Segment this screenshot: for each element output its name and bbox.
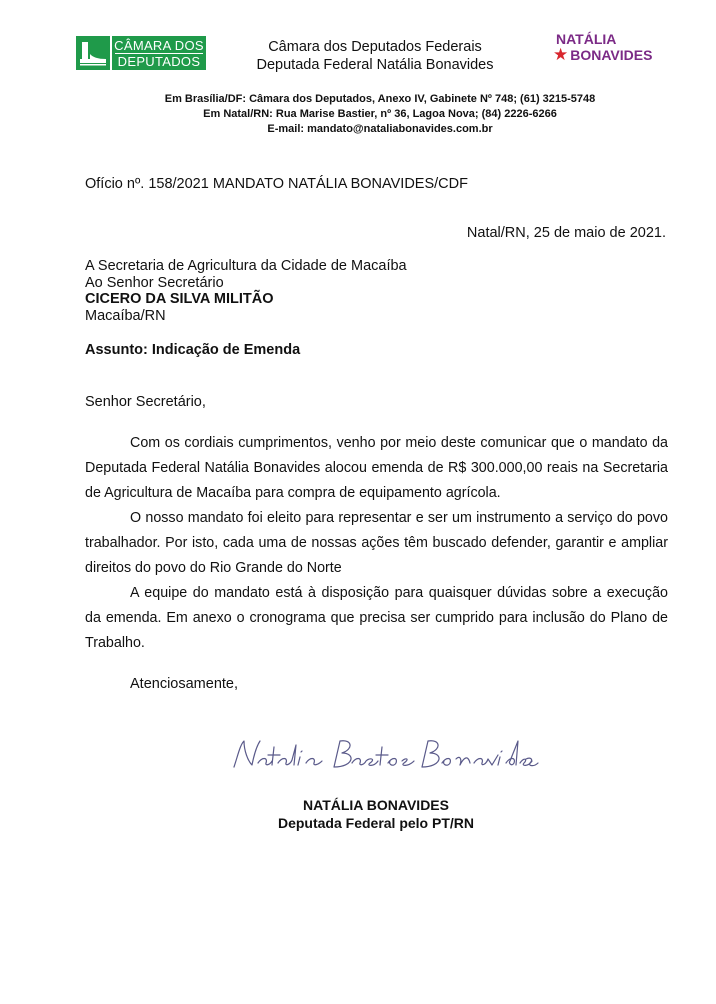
camara-emblem-icon [76,36,110,70]
address-brasilia: Em Brasília/DF: Câmara dos Deputados, Anexo IV, Gabinete Nº 748; (61) 3215-5748 [164,93,596,105]
body-paragraph-3: A equipe do mandato está à disposição para quaisquer dúvidas sobre a execução da emenda. Em anexo o cronograma que precisa ser cumprido para inclusão do Plano de Trabalho. [85,585,668,651]
recipient-block [85,258,407,324]
contact-address [130,92,630,137]
recipient-line2: Ao Senhor Secretário [85,274,224,291]
recipient-line1: A Secretaria de Agricultura da Cidade de Macaíba [85,258,407,274]
letter-date: Natal/RN, 25 de maio de 2021. [466,225,666,241]
signer-name: NATÁLIA BONAVIDES [303,797,449,813]
signer-block [236,796,516,832]
recipient-city: Macaíba/RN [85,307,166,324]
camara-logo-line2: DEPUTADOS [115,53,203,69]
natalia-logo-row [553,47,663,63]
natalia-logo-line1: NATÁLIA [556,31,617,47]
natalia-logo-line2: BONAVIDES [570,47,653,63]
letter-body [85,431,668,656]
letter-salutation: Senhor Secretário, [85,394,206,410]
letter-subject: Assunto: Indicação de Emenda [85,342,301,358]
camara-logo [76,36,206,70]
address-email: E-mail: mandato@nataliabonavides.com.br [267,123,493,135]
camara-logo-line1: CÂMARA DOS [114,38,204,53]
natalia-logo [553,31,663,63]
header-title-line2: Deputada Federal Natália Bonavides [256,57,494,73]
body-paragraph-1: Com os cordiais cumprimentos, venho por meio deste comunicar que o mandato da Deputada Federal Natália Bonavides alocou emenda de R$ 300.000,00 reais na Secretaria de Agricultura de Macaíba para compra de equipamento agrícola. [85,435,668,501]
body-paragraph-2: O nosso mandato foi eleito para representar e ser um instrumento a serviço do povo trabalhador. Por isto, cada uma de nossas ações têm buscado defender, garantir e ampliar direitos do povo do Rio Grande do Norte [85,510,668,576]
camara-logo-text [112,36,206,70]
handwritten-signature [230,733,540,777]
header-title [236,38,514,74]
header-title-line1: Câmara dos Deputados Federais [268,39,482,55]
star-icon: ★ [553,45,569,64]
recipient-name: CICERO DA SILVA MILITÃO [85,291,274,307]
letter-closing: Atenciosamente, [130,676,239,692]
address-natal: Em Natal/RN: Rua Marise Bastier, nº 36, Lagoa Nova; (84) 2226-6266 [203,108,557,120]
signer-title: Deputada Federal pelo PT/RN [277,815,475,831]
letter-reference: Ofício nº. 158/2021 MANDATO NATÁLIA BONAVIDES/CDF [85,176,468,192]
